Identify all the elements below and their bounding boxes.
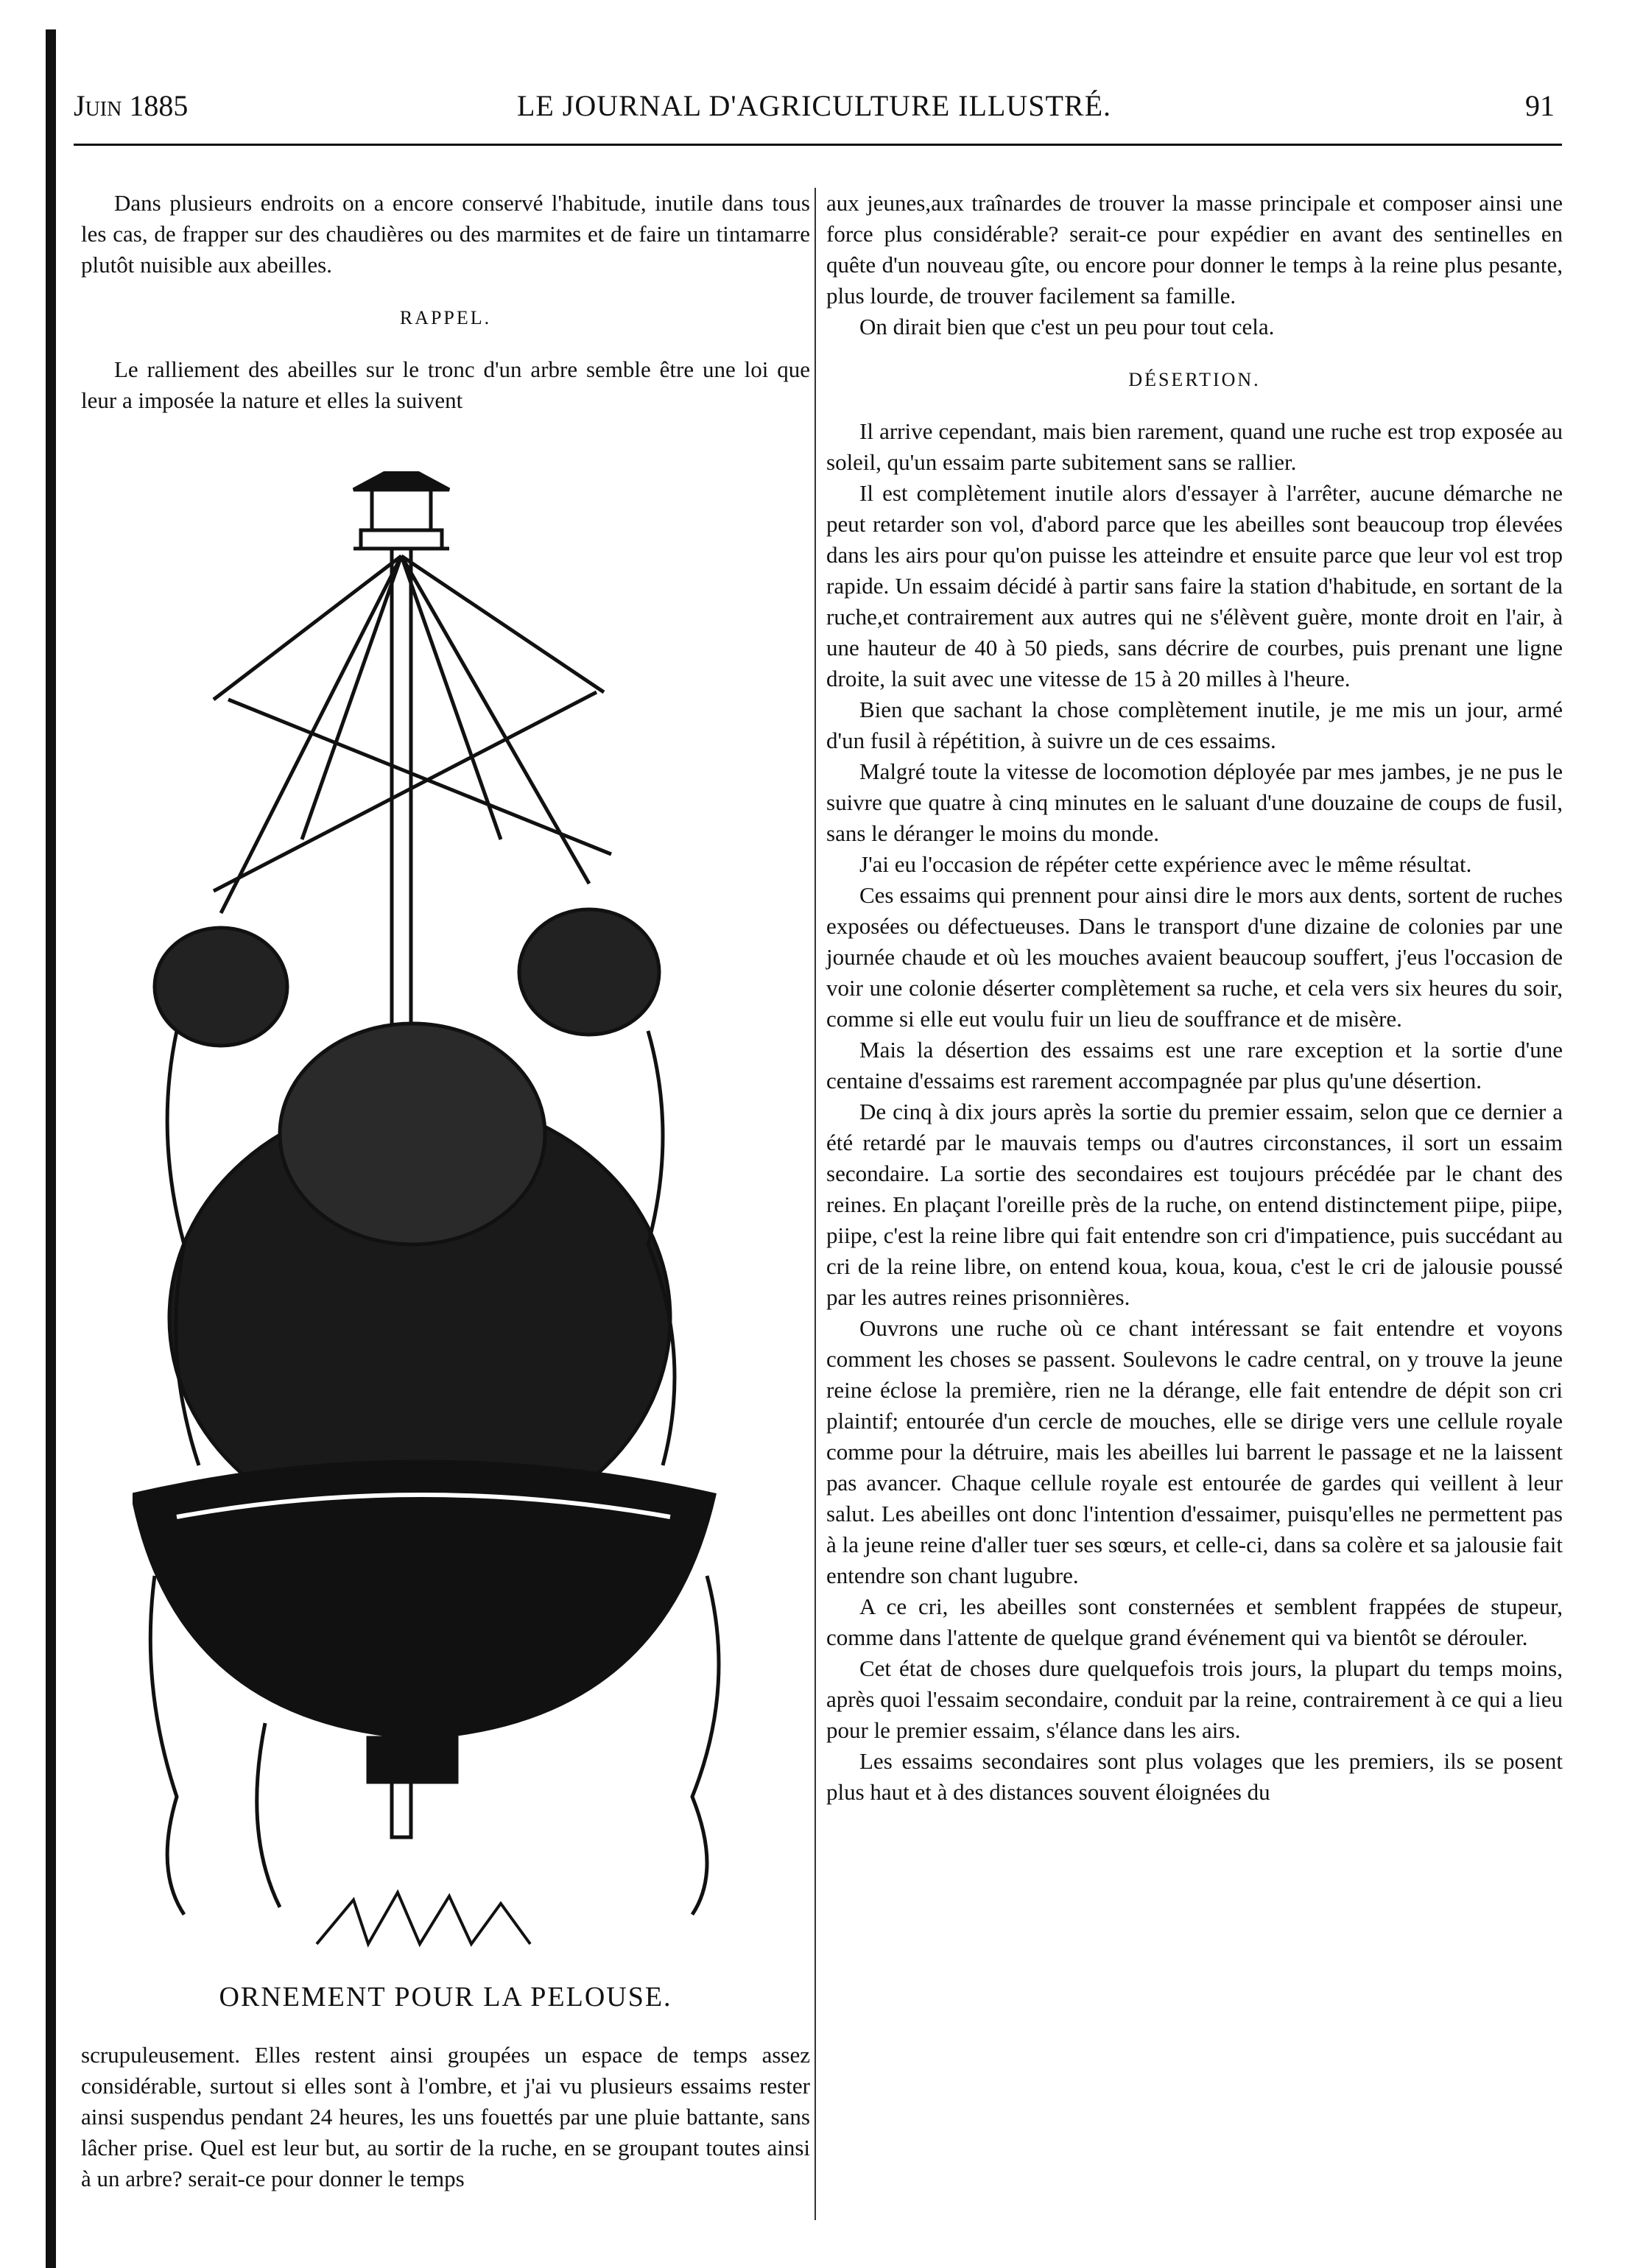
section-heading-rappel: RAPPEL. <box>399 307 492 328</box>
right-paragraph: J'ai eu l'occasion de répéter cette expérience avec le même résultat. <box>859 851 1472 877</box>
header-title: LE JOURNAL D'AGRICULTURE ILLUSTRÉ. <box>516 89 1112 122</box>
figure-caption: ORNEMENT POUR LA PELOUSE. <box>219 1982 672 2012</box>
right-column <box>826 188 1563 1808</box>
intro-paragraph: Dans plusieurs endroits on a encore conservé l'habitude, inutile dans tous les cas, de frapper sur des chaudières ou des marmites et de faire un tintamarre plutôt nuisible aux abeilles. <box>81 190 810 278</box>
column-divider <box>815 188 816 2220</box>
left-column-continuation <box>81 2040 810 2194</box>
right-paragraph: Mais la désertion des essaims est une rare exception et la sortie d'une centaine d'essaims est rarement accompagnée par plus qu'une désertion. <box>826 1037 1563 1094</box>
hanging-planter-illustration-icon <box>133 471 759 1951</box>
right-paragraph: Il arrive cependant, mais bien rarement, quand une ruche est trop exposée au soleil, qu'un essaim parte subitement sans se rallier. <box>826 418 1563 475</box>
header-rule <box>74 144 1562 146</box>
right-paragraph: Bien que sachant la chose complètement inutile, je me mis un jour, armé d'un fusil à répétition, à suivre un de ces essaims. <box>826 697 1563 753</box>
right-paragraph: A ce cri, les abeilles sont consternées et semblent frappées de stupeur, comme dans l'attente de quelque grand événement qui va bientôt se dérouler. <box>826 1593 1563 1650</box>
page-left-rule <box>46 29 56 2268</box>
right-paragraph: Ces essaims qui prennent pour ainsi dire le mors aux dents, sortent de ruches exposées ou défectueuses. Dans le transport d'une dizaine de colonies par une journée chaude et où les mouches avaient beaucoup souffert, j'eus l'occasion de voir une colonie déserter complètement sa ruche, et cela vers six heures du soir, comme si elle eut voulu fuir un lieu de souffrance et de misère. <box>826 882 1563 1032</box>
page-header <box>74 88 1555 133</box>
right-paragraph: Les essaims secondaires sont plus volages que les premiers, ils se posent plus haut et à des distances souvent éloignées du <box>826 1748 1563 1805</box>
right-paragraph: Il est complètement inutile alors d'essayer à l'arrêter, aucune démarche ne peut retarder son vol, d'abord parce que les abeilles sont beaucoup trop élevées dans les airs pour qu'on puisse les atteindre et ensuite parce que leur vol est trop rapide. Un essaim décidé à partir sans faire la station d'habitude, en sortant de la ruche,et contrairement aux autres qui ne s'élèvent guère, monte droit en l'air, à une hauteur de 40 à 50 pieds, sans décrire de courbes, puis prenant une ligne droite, la suit avec une vitesse de 15 à 20 milles à l'heure. <box>826 480 1563 691</box>
right-paragraph: De cinq à dix jours après la sortie du premier essaim, selon que ce dernier a été retardé par le mauvais temps ou d'autres circonstances, il sort un essaim secondaire. La sortie des secondaires est toujours précédée par le chant des reines. En plaçant l'oreille près de la ruche, on entend distinctement piipe, piipe, piipe, c'est la reine libre qui fait entendre son cri d'impatience, puis succédant au cri de la reine libre, on entend koua, koua, koua, c'est le cri de jalousie poussé par les autres reines prisonnières. <box>826 1099 1563 1310</box>
right-paragraph: Cet état de choses dure quelquefois trois jours, la plupart du temps moins, après quoi l'essaim secondaire, conduit par la reine, contrairement à ce qui a lieu pour le premier essaim, s'élance dans les airs. <box>826 1655 1563 1743</box>
rappel-paragraph: Le ralliement des abeilles sur le tronc d'un arbre semble être une loi que leur a imposée la nature et elles la suivent <box>81 356 810 413</box>
right-paragraph: aux jeunes,aux traînardes de trouver la masse principale et composer ainsi une force plus considérable? serait-ce pour expédier en avant des sentinelles en quête d'un nouveau gîte, ou encore pour donner le temps à la reine plus pesante, plus lourde, de trouver facilement sa famille. <box>826 190 1563 309</box>
right-paragraph: Malgré toute la vitesse de locomotion déployée par mes jambes, je ne pus le suivre que quatre à cinq minutes en le saluant d'une douzaine de coups de fusil, sans le déranger le moins du monde. <box>826 758 1563 846</box>
section-heading-desertion: DÉSERTION. <box>1128 369 1261 390</box>
header-date: Juin 1885 <box>74 89 189 122</box>
header-page-number: 91 <box>1525 89 1555 122</box>
right-paragraph: Ouvrons une ruche où ce chant intéressant se fait entendre et voyons comment les choses se passent. Soulevons le cadre central, on y trouve la jeune reine éclose la première, rien ne la dérange, elle fait entendre de dépit son cri plaintif; entourée d'un cercle de mouches, elle se dirige vers une cellule royale comme pour la détruire, mais les abeilles lui barrent le passage et ne la laissent pas avancer. Chaque cellule royale est entourée de gardes qui veillent à leur salut. Les abeilles ont donc l'intention d'essaimer, puisqu'elles ne permettent pas à la jeune reine d'aller tuer ses sœurs, et celle-ci, dans sa colère et sa jalousie fait entendre son chant lugubre. <box>826 1315 1563 1588</box>
continuation-paragraph: scrupuleusement. Elles restent ainsi groupées un espace de temps assez considérable, surtout si elles sont à l'ombre, et j'ai vu plusieurs essaims rester ainsi suspendus pendant 24 heures, les uns fouettés par une pluie battante, sans lâcher prise. Quel est leur but, au sortir de la ruche, en se groupant toutes ainsi à un arbre? serait-ce pour donner le temps <box>81 2042 810 2191</box>
right-paragraph: On dirait bien que c'est un peu pour tout cela. <box>859 314 1275 339</box>
left-column <box>81 188 810 416</box>
